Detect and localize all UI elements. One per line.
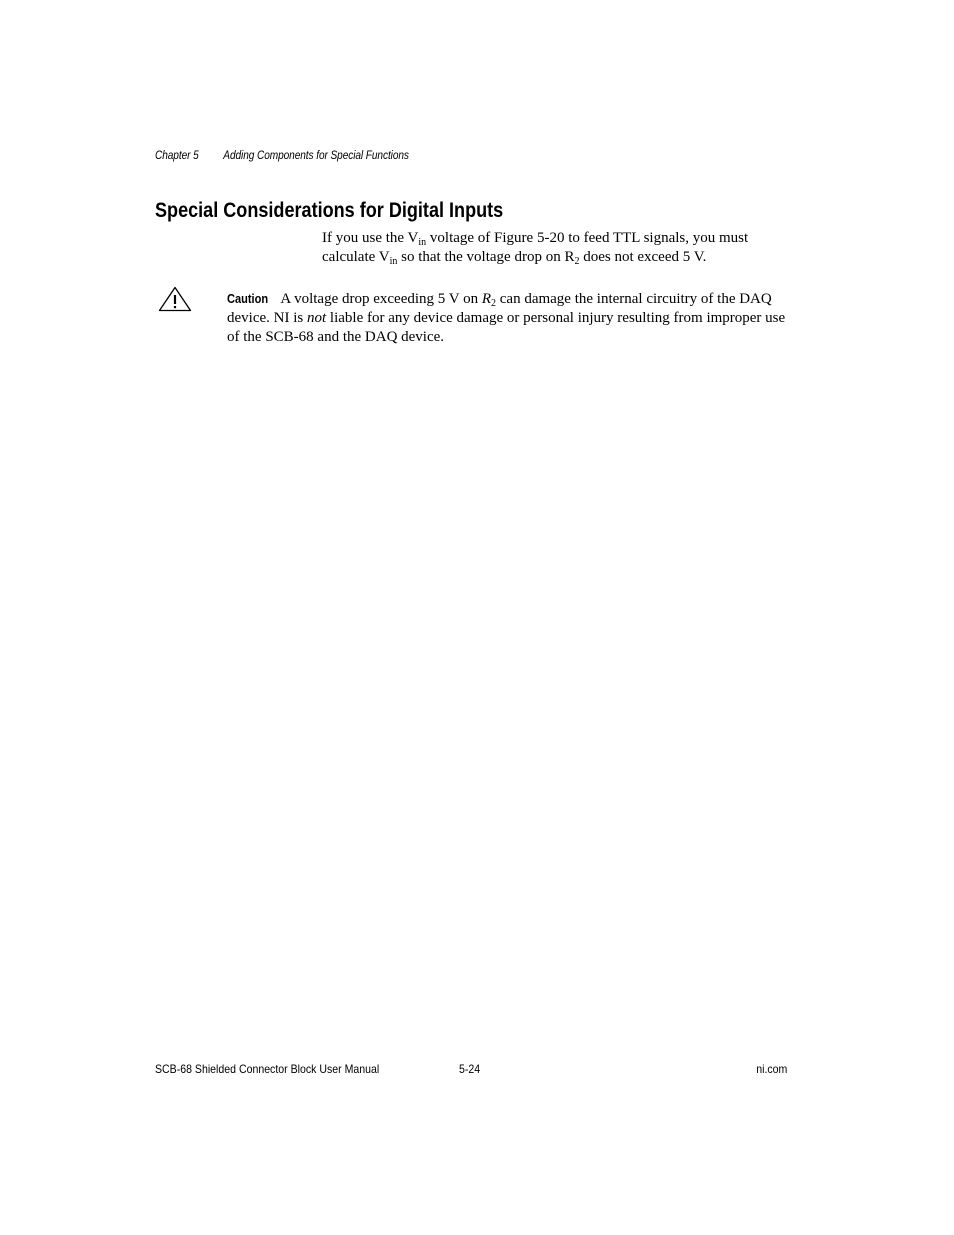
emphasis: not [306, 310, 327, 326]
subscript: 2 [574, 256, 580, 267]
subscript: 2 [491, 298, 496, 309]
subscript: in [418, 237, 427, 248]
caution-text: can damage the internal circuitry of the DAQ device. NI is [227, 291, 772, 326]
body-paragraph [322, 229, 792, 267]
caution-text: liable for any device damage or personal injury resulting from improper use of the SCB-68 and the DAQ device. [227, 310, 786, 345]
body-text: does not exceed 5 V. [579, 249, 707, 265]
caution-label: Caution [227, 291, 269, 306]
manual-title: SCB-68 Shielded Connector Block User Manual [155, 1062, 380, 1076]
resistor-symbol: R [481, 291, 491, 307]
page-footer [155, 1062, 787, 1078]
body-text: If you use the V [322, 230, 419, 246]
body-text: so that the voltage drop on R [397, 249, 575, 265]
warning-triangle-icon [158, 286, 192, 312]
chapter-number: Chapter 5 [155, 150, 199, 162]
chapter-title: Adding Components for Special Functions [223, 150, 409, 162]
body-text: voltage of Figure 5-20 to feed TTL signals, you must calculate V [322, 230, 749, 265]
page-number: 5-24 [459, 1062, 481, 1076]
caution-text: A voltage drop exceeding 5 V on [280, 291, 482, 307]
section-title: Special Considerations for Digital Inputs [155, 199, 504, 222]
website-link[interactable]: ni.com [755, 1062, 787, 1076]
caution-note [227, 289, 792, 347]
subscript: in [389, 256, 398, 267]
running-header [155, 150, 409, 162]
